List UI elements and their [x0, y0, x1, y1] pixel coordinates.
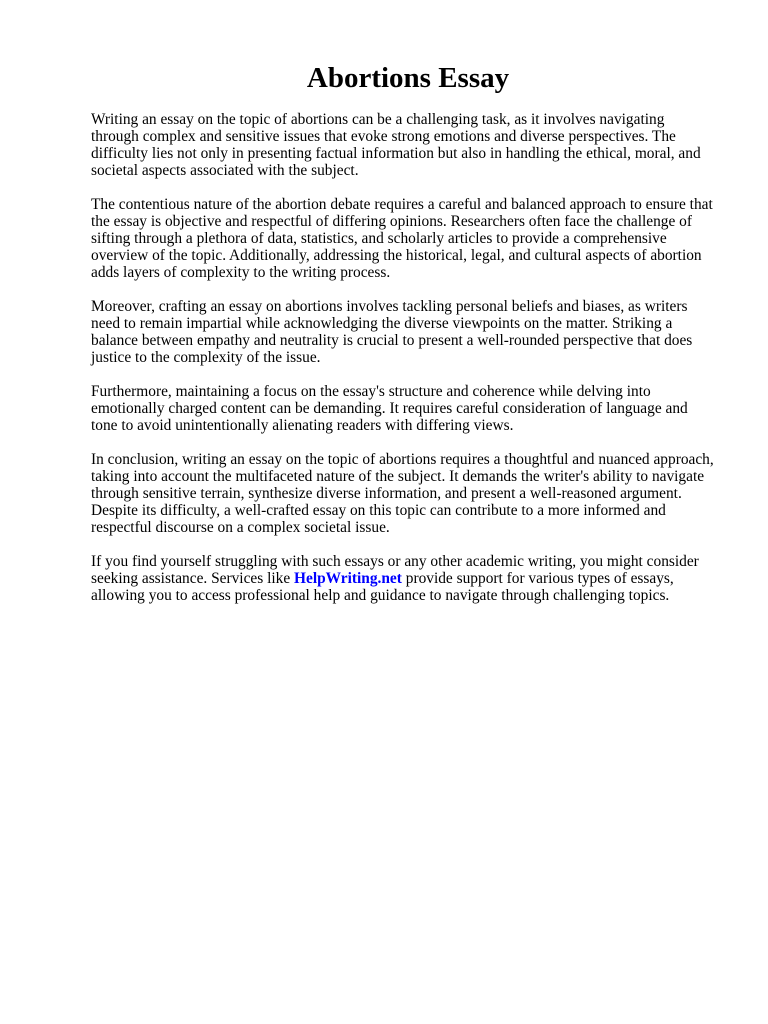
paragraph-3: [91, 298, 727, 366]
paragraph-4: [91, 383, 727, 434]
paragraph-1: [91, 111, 727, 179]
text-line: taking into account the multifaceted nature of the subject. It demands the writer's ability to navigate: [91, 468, 705, 485]
text-line: Furthermore, maintaining a focus on the essay's structure and coherence while delving into: [91, 383, 651, 400]
text-line: overview of the topic. Additionally, addressing the historical, legal, and cultural aspects of abortion: [91, 247, 702, 264]
text-line: Writing an essay on the topic of abortions can be a challenging task, as it involves navigating: [91, 111, 665, 128]
text-line: societal aspects associated with the subject.: [91, 162, 359, 179]
text-line: Moreover, crafting an essay on abortions involves tackling personal beliefs and biases, as writers: [91, 298, 688, 315]
text-line: If you find yourself struggling with such essays or any other academic writing, you might consider: [91, 553, 699, 570]
paragraph-5: [91, 451, 727, 536]
text-line: In conclusion, writing an essay on the topic of abortions requires a thoughtful and nuanced approach,: [91, 451, 714, 468]
essay-body: [91, 111, 727, 621]
text-line: balance between empathy and neutrality is crucial to present a well-rounded perspective that does: [91, 332, 693, 349]
text-line: the essay is objective and respectful of differing opinions. Researchers often face the challenge of: [91, 213, 693, 230]
text-line: need to remain impartial while acknowledging the diverse viewpoints on the matter. Striking a: [91, 315, 673, 332]
text-line: respectful discourse on a complex societal issue.: [91, 519, 390, 536]
document-title: Abortions Essay: [306, 62, 510, 94]
text-line: tone to avoid unintentionally alienating readers with differing views.: [91, 417, 514, 434]
text-fragment: provide support for various types of essays,: [401, 570, 674, 587]
text-line: justice to the complexity of the issue.: [91, 349, 321, 366]
helpwriting-link[interactable]: HelpWriting.net: [294, 570, 402, 587]
paragraph-2: [91, 196, 727, 281]
text-line: difficulty lies not only in presenting factual information but also in handling the ethical, moral, and: [91, 145, 701, 162]
text-line: allowing you to access professional help and guidance to navigate through challenging topics.: [91, 587, 670, 604]
text-line: Despite its difficulty, a well-crafted essay on this topic can contribute to a more informed and: [91, 502, 666, 519]
text-line: through sensitive terrain, synthesize diverse information, and present a well-reasoned argument.: [91, 485, 682, 502]
text-line: adds layers of complexity to the writing process.: [91, 264, 391, 281]
paragraph-6: [91, 553, 727, 604]
text-line: The contentious nature of the abortion debate requires a careful and balanced approach to ensure that: [91, 196, 713, 213]
text-line: emotionally charged content can be demanding. It requires careful consideration of language and: [91, 400, 688, 417]
text-fragment: seeking assistance. Services like: [91, 570, 295, 587]
text-line-with-link: [91, 570, 727, 587]
text-line: through complex and sensitive issues that evoke strong emotions and diverse perspectives. The: [91, 128, 676, 145]
text-line: sifting through a plethora of data, statistics, and scholarly articles to provide a comprehensive: [91, 230, 667, 247]
